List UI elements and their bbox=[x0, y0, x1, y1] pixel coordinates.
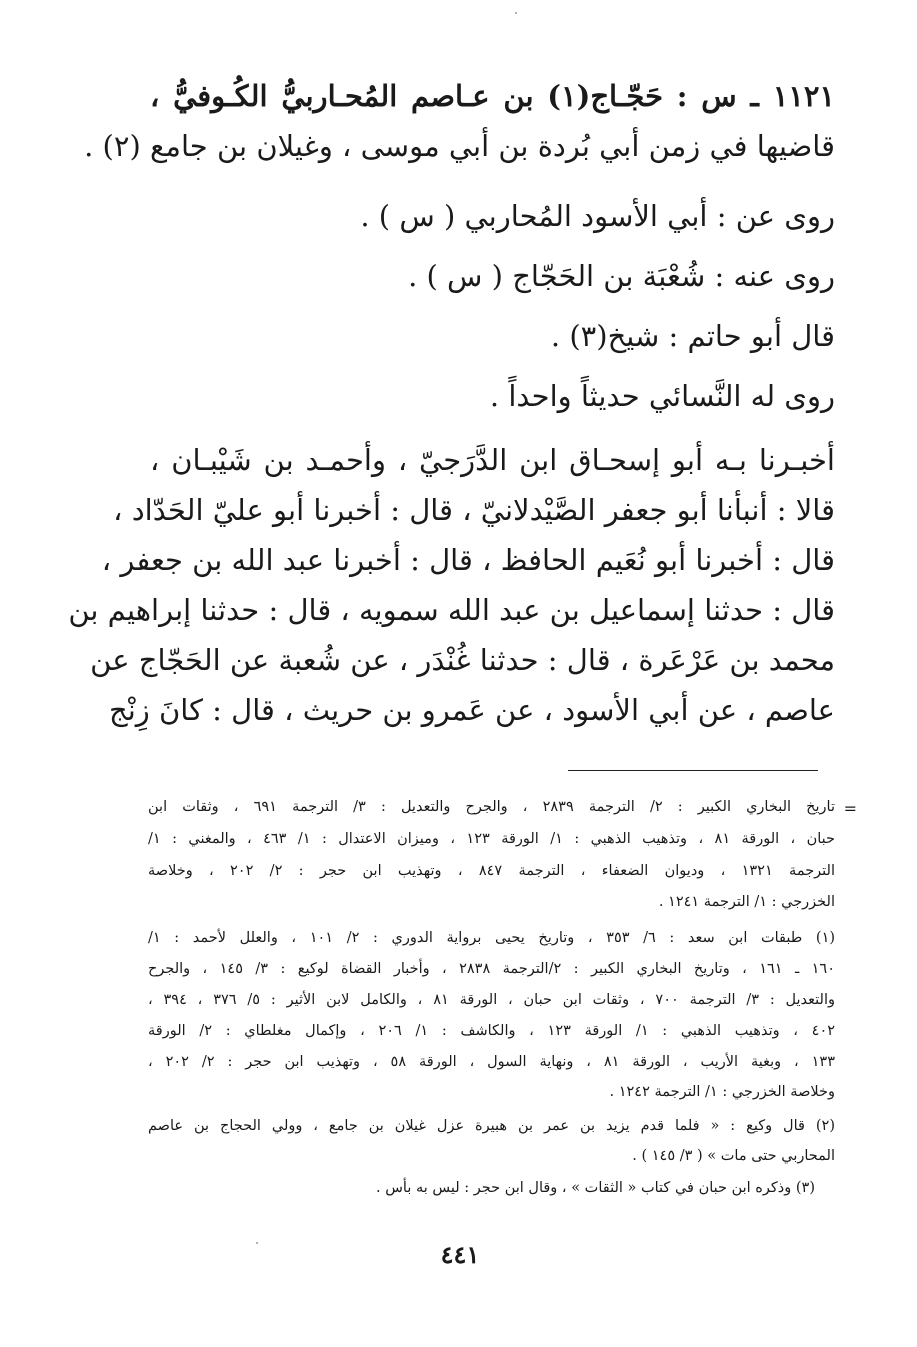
page-number: ٤٤١ bbox=[440, 1240, 480, 1269]
footnote-2-line: (٢) قال وكيع : « فلما قدم يزيد بن عمر بن هبيرة عزل غيلان بن جامع ، وولي الحجاج بن عاصم bbox=[148, 1118, 835, 1134]
isnad-line: عاصم ، عن أبي الأسود ، عن عَمرو بن حريث ، قال : كانَ زِنْج bbox=[108, 693, 835, 727]
footnote-1-line: (١) طبقات ابن سعد : ٦/ ٣٥٣ ، وتاريخ يحيى برواية الدوري : ٢/ ١٠١ ، والعلل لأحمد : ١/ bbox=[148, 930, 836, 946]
isnad-line: قالا : أنبأنا أبو جعفر الصَّيْدلانيّ ، قال : أخبرنا أبو عليّ الحَدّاد ، bbox=[113, 493, 835, 527]
footnote-1-line: والتعديل : ٣/ الترجمة ٧٠٠ ، وثقات ابن حبان ، الورقة ٨١ ، والكامل لابن الأثير : ٥/ ٣٧٦ ، ٣٩٤ ، bbox=[148, 992, 835, 1008]
scan-speck bbox=[515, 12, 517, 14]
isnad-line: قال : حدثنا إسماعيل بن عبد الله سمويه ، قال : حدثنا إبراهيم بن bbox=[68, 593, 835, 627]
narrated-from-line: روى عن : أبي الأسود المُحاربي ( س ) . bbox=[360, 199, 835, 233]
entry-text-line: قاضيها في زمن أبي بُردة بن أبي موسى ، وغيلان بن جامع (٢) . bbox=[84, 129, 835, 163]
footnote-line: الخزرجي : ١/ الترجمة ١٢٤١ . bbox=[658, 894, 835, 910]
footnote-continuation-marker: = bbox=[843, 799, 857, 818]
footnote-1-line: ١٦٠ ـ ١٦١ ، وتاريخ البخاري الكبير : ٢/الترجمة ٢٨٣٨ ، وأخبار القضاة لوكيع : ٣/ ١٤٥ ، والجرح bbox=[148, 961, 836, 977]
footnote-1-line: ١٣٣ ، وبغية الأريب ، الورقة ٨١ ، ونهاية السول ، الورقة ٥٨ ، وتهذيب ابن حجر : ٢/ ٢٠٢ ، bbox=[148, 1054, 835, 1070]
nasai-line: روى له النَّسائي حديثاً واحداً . bbox=[489, 379, 835, 413]
footnote-line: تاريخ البخاري الكبير : ٢/ الترجمة ٢٨٣٩ ، والجرح والتعديل : ٣/ الترجمة ٦٩١ ، وثقات ابن bbox=[148, 799, 836, 815]
footnote-line: الترجمة ١٣٢١ ، وديوان الضعفاء ، الترجمة ٨٤٧ ، وتهذيب ابن حجر : ٢/ ٢٠٢ ، وخلاصة bbox=[148, 863, 835, 879]
isnad-line: أخبـرنا بـه أبو إسحـاق ابن الدَّرَجيّ ، وأحمـد بن شَيْبـان ، bbox=[150, 443, 835, 477]
entry-heading-line: ١١٢١ ـ س : حَجّـاج(١) بن عـاصم المُحـاربيُّ الكُـوفيُّ ، bbox=[150, 79, 835, 113]
footnote-separator bbox=[568, 770, 818, 771]
footnote-3-line: (٣) وذكره ابن حبان في كتاب « الثقات » ، وقال ابن حجر : ليس به بأس . bbox=[375, 1180, 815, 1196]
footnote-1-line: ٤٠٢ ، وتذهيب الذهبي : ١/ الورقة ١٢٣ ، والكاشف : ١/ ٢٠٦ ، وإكمال مغلطاي : ٢/ الورقة bbox=[148, 1023, 836, 1039]
footnote-2-line: المحاربي حتى مات » ( ٣/ ١٤٥ ) . bbox=[632, 1148, 835, 1164]
scan-speck bbox=[256, 1242, 258, 1244]
narrated-by-line: روى عنه : شُعْبَة بن الحَجّاج ( س ) . bbox=[408, 259, 835, 293]
isnad-line: محمد بن عَرْعَرة ، قال : حدثنا غُنْدَر ، عن شُعبة عن الحَجّاج عن bbox=[90, 643, 835, 677]
footnote-1-line: وخلاصة الخزرجي : ١/ الترجمة ١٢٤٢ . bbox=[609, 1084, 835, 1100]
isnad-line: قال : أخبرنا أبو نُعَيم الحافظ ، قال : أخبرنا عبد الله بن جعفر ، bbox=[101, 543, 835, 577]
footnote-line: حبان ، الورقة ٨١ ، وتذهيب الذهبي : ١/ الورقة ١٢٣ ، وميزان الاعتدال : ١/ ٤٦٣ ، والمغني : ١/ bbox=[148, 831, 836, 847]
abu-hatim-line: قال أبو حاتم : شيخ(٣) . bbox=[550, 319, 835, 353]
